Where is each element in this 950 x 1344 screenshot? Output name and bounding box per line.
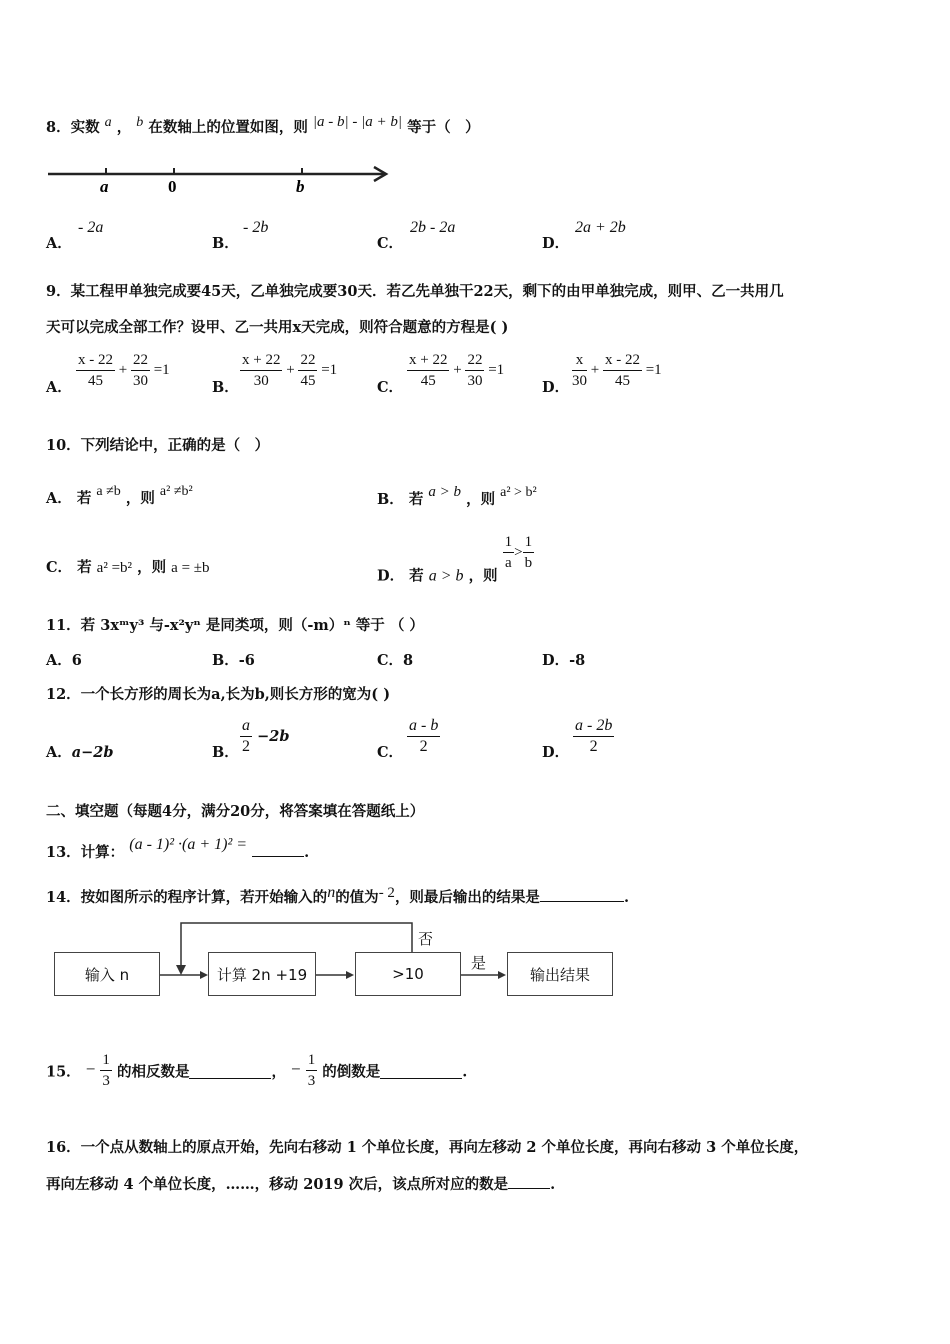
q9-c-num2: 22 bbox=[465, 350, 484, 371]
q10-d-num1: 1 bbox=[503, 532, 515, 553]
q9-c-den2: 30 bbox=[467, 373, 483, 389]
q9-c-num1: x + 22 bbox=[407, 350, 449, 371]
q9-option-a bbox=[76, 350, 170, 391]
q14-var-n: n bbox=[327, 884, 336, 901]
q8-option-d: D． bbox=[542, 235, 570, 252]
q10-c-ze: ，则 bbox=[137, 559, 167, 576]
q9-c-op: + bbox=[453, 361, 462, 378]
q9-option-a-letter: A． bbox=[46, 379, 72, 396]
q10-b-concl: a² > b² bbox=[500, 485, 537, 500]
arrowhead-3 bbox=[498, 971, 506, 979]
q8-stem bbox=[46, 114, 480, 137]
q16-line2 bbox=[46, 1173, 555, 1194]
q11-b-letter: B． bbox=[212, 652, 239, 669]
q10-a-cond: a ≠b bbox=[96, 484, 121, 499]
q12-d-num: a - 2b bbox=[573, 716, 614, 737]
q12-b-rest: −2b bbox=[257, 728, 290, 745]
q9-d-den1: 30 bbox=[572, 373, 587, 389]
q9-option-c bbox=[407, 350, 504, 391]
q14-answer-blank[interactable] bbox=[540, 901, 624, 902]
section-2-heading: 二、填空题（每题4分，满分20分，将答案填在答题纸上） bbox=[46, 803, 425, 820]
q9-d-num2: x - 22 bbox=[603, 350, 642, 371]
q9-option-d-letter: D． bbox=[542, 379, 570, 396]
q11-a-letter: A． bbox=[46, 652, 72, 669]
q14-value: - 2 bbox=[378, 885, 395, 901]
q10-c-cond: a² =b² bbox=[96, 560, 133, 576]
q15-num-1: 1 bbox=[100, 1050, 112, 1071]
q10-b-cond: a > b bbox=[428, 484, 462, 500]
flow-compute-box: 计算 2n +19 bbox=[208, 952, 316, 996]
q16-end: . bbox=[550, 1176, 556, 1193]
flow-no-label: 否 bbox=[418, 930, 434, 948]
q10-d-ze: ，则 bbox=[468, 567, 498, 585]
q8-option-c-value: 2b - 2a bbox=[410, 219, 456, 236]
q9-c-rhs: =1 bbox=[488, 361, 505, 378]
q9-option-c-letter: C． bbox=[377, 379, 404, 396]
q12-option-b bbox=[240, 716, 289, 757]
q10-d-ruo: 若 bbox=[409, 567, 424, 585]
q12-b-den: 2 bbox=[242, 738, 250, 755]
arrowhead-2 bbox=[346, 971, 354, 979]
q13-end: . bbox=[304, 844, 310, 861]
q10-d-letter: D． bbox=[377, 567, 405, 585]
flow-yes-label: 是 bbox=[471, 954, 487, 972]
q10-d-den2: b bbox=[524, 555, 533, 571]
q12-c-den: 2 bbox=[419, 738, 428, 755]
q11-a-value: 6 bbox=[71, 652, 82, 669]
flow-input-box: 输入 n bbox=[54, 952, 160, 996]
q12-c-num: a - b bbox=[407, 716, 440, 737]
q15-text-2: 的倒数是 bbox=[322, 1063, 381, 1081]
q9-line2: 天可以完成全部工作？设甲、乙一共用x天完成，则符合题意的方程是( ) bbox=[46, 319, 509, 336]
q9-b-op: + bbox=[286, 361, 295, 378]
q8-option-a-value: - 2a bbox=[78, 219, 104, 236]
q11-option-b bbox=[212, 649, 255, 670]
q8-stem-a: 8．实数 bbox=[46, 119, 100, 136]
q13-expression: (a - 1)² ·(a + 1)² = bbox=[129, 836, 248, 853]
q15-neg-2: − bbox=[291, 1059, 301, 1079]
q11-option-c bbox=[377, 649, 413, 670]
q11-stem: 11．若 3xᵐy³ 与-x²yⁿ 是同类项，则（-m）ⁿ 等于 （ ） bbox=[46, 617, 424, 634]
q12-a-value: a−2b bbox=[71, 744, 114, 761]
q9-a-rhs: =1 bbox=[153, 361, 170, 378]
label-a: a bbox=[100, 177, 109, 196]
q10-option-a bbox=[46, 484, 193, 508]
q9-b-den1: 30 bbox=[253, 373, 269, 389]
q9-a-op: + bbox=[118, 361, 128, 378]
q8-sep: ， bbox=[116, 119, 132, 136]
q16-line2-text: 再向左移动 4 个单位长度，……，移动 2019 次后，该点所对应的数是 bbox=[46, 1176, 509, 1193]
q14-end: . bbox=[623, 889, 629, 906]
q15-text-1: 的相反数是 bbox=[116, 1063, 190, 1081]
q9-d-num1: x bbox=[572, 350, 587, 371]
q9-a-den1: 45 bbox=[88, 373, 103, 389]
q10-option-b bbox=[377, 484, 537, 509]
q10-b-ze: ，则 bbox=[466, 491, 496, 508]
q8-stem-b: 在数轴上的位置如图，则 bbox=[148, 119, 308, 136]
q10-c-ruo: 若 bbox=[77, 559, 92, 576]
q15-label: 15． bbox=[46, 1063, 81, 1081]
q8-number-line bbox=[44, 160, 394, 200]
q12-option-d-letter: D． bbox=[542, 744, 570, 761]
q10-d-cond: a > b bbox=[428, 567, 464, 585]
label-b: b bbox=[296, 177, 305, 196]
q8-expression: |a - b| - |a + b| bbox=[312, 114, 403, 130]
q8-stem-c: 等于（ ） bbox=[407, 119, 480, 136]
q16-line1: 16．一个点从数轴上的原点开始，先向右移动 1 个单位长度，再向左移动 2 个单位长度，再向右移动 3 个单位长度， bbox=[46, 1139, 809, 1156]
q8-option-d-value: 2a + 2b bbox=[575, 219, 626, 236]
q15-den-2: 3 bbox=[307, 1073, 316, 1089]
arrowhead-1 bbox=[200, 971, 208, 979]
q8-option-c: C． bbox=[377, 235, 404, 252]
q13-label: 13．计算： bbox=[46, 844, 125, 861]
q10-d-den1: a bbox=[505, 555, 512, 571]
q10-a-ruo: 若 bbox=[76, 490, 92, 507]
q10-stem: 10．下列结论中，正确的是（ ） bbox=[46, 437, 270, 454]
q12-option-c bbox=[407, 716, 440, 757]
q10-option-d bbox=[377, 532, 534, 586]
q10-b-ruo: 若 bbox=[408, 491, 424, 508]
q12-option-a bbox=[46, 741, 114, 762]
q9-b-rhs: =1 bbox=[321, 361, 338, 378]
q12-b-num: a bbox=[240, 716, 252, 737]
q15-comma: ， bbox=[271, 1063, 286, 1081]
q12-option-c-letter: C． bbox=[377, 744, 404, 761]
q15 bbox=[46, 1050, 467, 1091]
q10-a-letter: A． bbox=[46, 490, 72, 507]
q10-b-letter: B． bbox=[377, 491, 404, 508]
q15-answer-blank-2[interactable] bbox=[380, 1078, 462, 1079]
flow-condition-box: >10 bbox=[355, 952, 461, 996]
q14-stem-b: 的值为 bbox=[335, 889, 379, 906]
q10-c-concl: a = ±b bbox=[171, 560, 210, 576]
q9-option-d bbox=[572, 350, 662, 391]
q9-b-num1: x + 22 bbox=[240, 350, 282, 371]
q8-var-b: b bbox=[136, 115, 144, 130]
q14-stem bbox=[46, 884, 629, 907]
q9-line1: 9．某工程甲单独完成要45天，乙单独完成要30天．若乙先单独干22天，剩下的由甲单独完成，则甲、乙一共用几 bbox=[46, 283, 784, 300]
q15-end: . bbox=[462, 1063, 468, 1081]
q9-b-num2: 22 bbox=[298, 350, 317, 371]
q11-c-value: 8 bbox=[403, 652, 414, 669]
q12-a-letter: A． bbox=[46, 744, 72, 761]
q10-d-num2: 1 bbox=[523, 532, 535, 553]
q9-a-num1: x - 22 bbox=[76, 350, 115, 371]
loop-back-arrowhead bbox=[176, 965, 186, 975]
q12-option-d bbox=[573, 716, 614, 757]
q8-option-b: B． bbox=[212, 235, 239, 252]
q11-d-letter: D． bbox=[542, 652, 570, 669]
q15-answer-blank-1[interactable] bbox=[189, 1078, 271, 1079]
label-0: 0 bbox=[168, 177, 177, 196]
q11-b-value: -6 bbox=[238, 652, 255, 669]
flow-output-box: 输出结果 bbox=[507, 952, 613, 996]
q8-var-a: a bbox=[104, 115, 112, 130]
q16-answer-blank[interactable] bbox=[508, 1188, 550, 1189]
q12-stem: 12．一个长方形的周长为a,长为b,则长方形的宽为( ) bbox=[46, 686, 391, 703]
q9-d-op: + bbox=[590, 361, 600, 378]
q10-c-letter: C． bbox=[46, 559, 73, 576]
q12-d-den: 2 bbox=[589, 738, 598, 755]
q10-a-concl: a² ≠b² bbox=[159, 484, 193, 499]
q15-neg-1: − bbox=[85, 1059, 96, 1079]
q12-option-b-letter: B． bbox=[212, 744, 239, 761]
q11-d-value: -8 bbox=[569, 652, 586, 669]
q11-option-a bbox=[46, 649, 82, 670]
q9-option-b bbox=[240, 350, 337, 391]
q10-a-ze: ，则 bbox=[125, 490, 155, 507]
q8-option-b-value: - 2b bbox=[243, 219, 269, 236]
q14-stem-c: ，则最后输出的结果是 bbox=[394, 889, 540, 906]
q13-answer-blank[interactable] bbox=[252, 856, 304, 857]
q15-num-2: 1 bbox=[306, 1050, 318, 1071]
q9-c-den1: 45 bbox=[420, 373, 436, 389]
q15-den-1: 3 bbox=[102, 1073, 110, 1089]
q10-d-gt: > bbox=[514, 544, 523, 561]
q14-stem-a: 14．按如图所示的程序计算，若开始输入的 bbox=[46, 889, 328, 906]
q11-option-d bbox=[542, 649, 585, 670]
q9-d-den2: 45 bbox=[614, 373, 630, 389]
q9-d-rhs: =1 bbox=[645, 361, 662, 378]
q9-option-b-letter: B． bbox=[212, 379, 239, 396]
q8-option-a: A． bbox=[46, 235, 72, 252]
q9-a-num2: 22 bbox=[131, 350, 150, 371]
q9-b-den2: 45 bbox=[300, 373, 316, 389]
q9-a-den2: 30 bbox=[132, 373, 148, 389]
q11-c-letter: C． bbox=[377, 652, 404, 669]
q10-option-c bbox=[46, 556, 210, 577]
q13 bbox=[46, 836, 309, 862]
